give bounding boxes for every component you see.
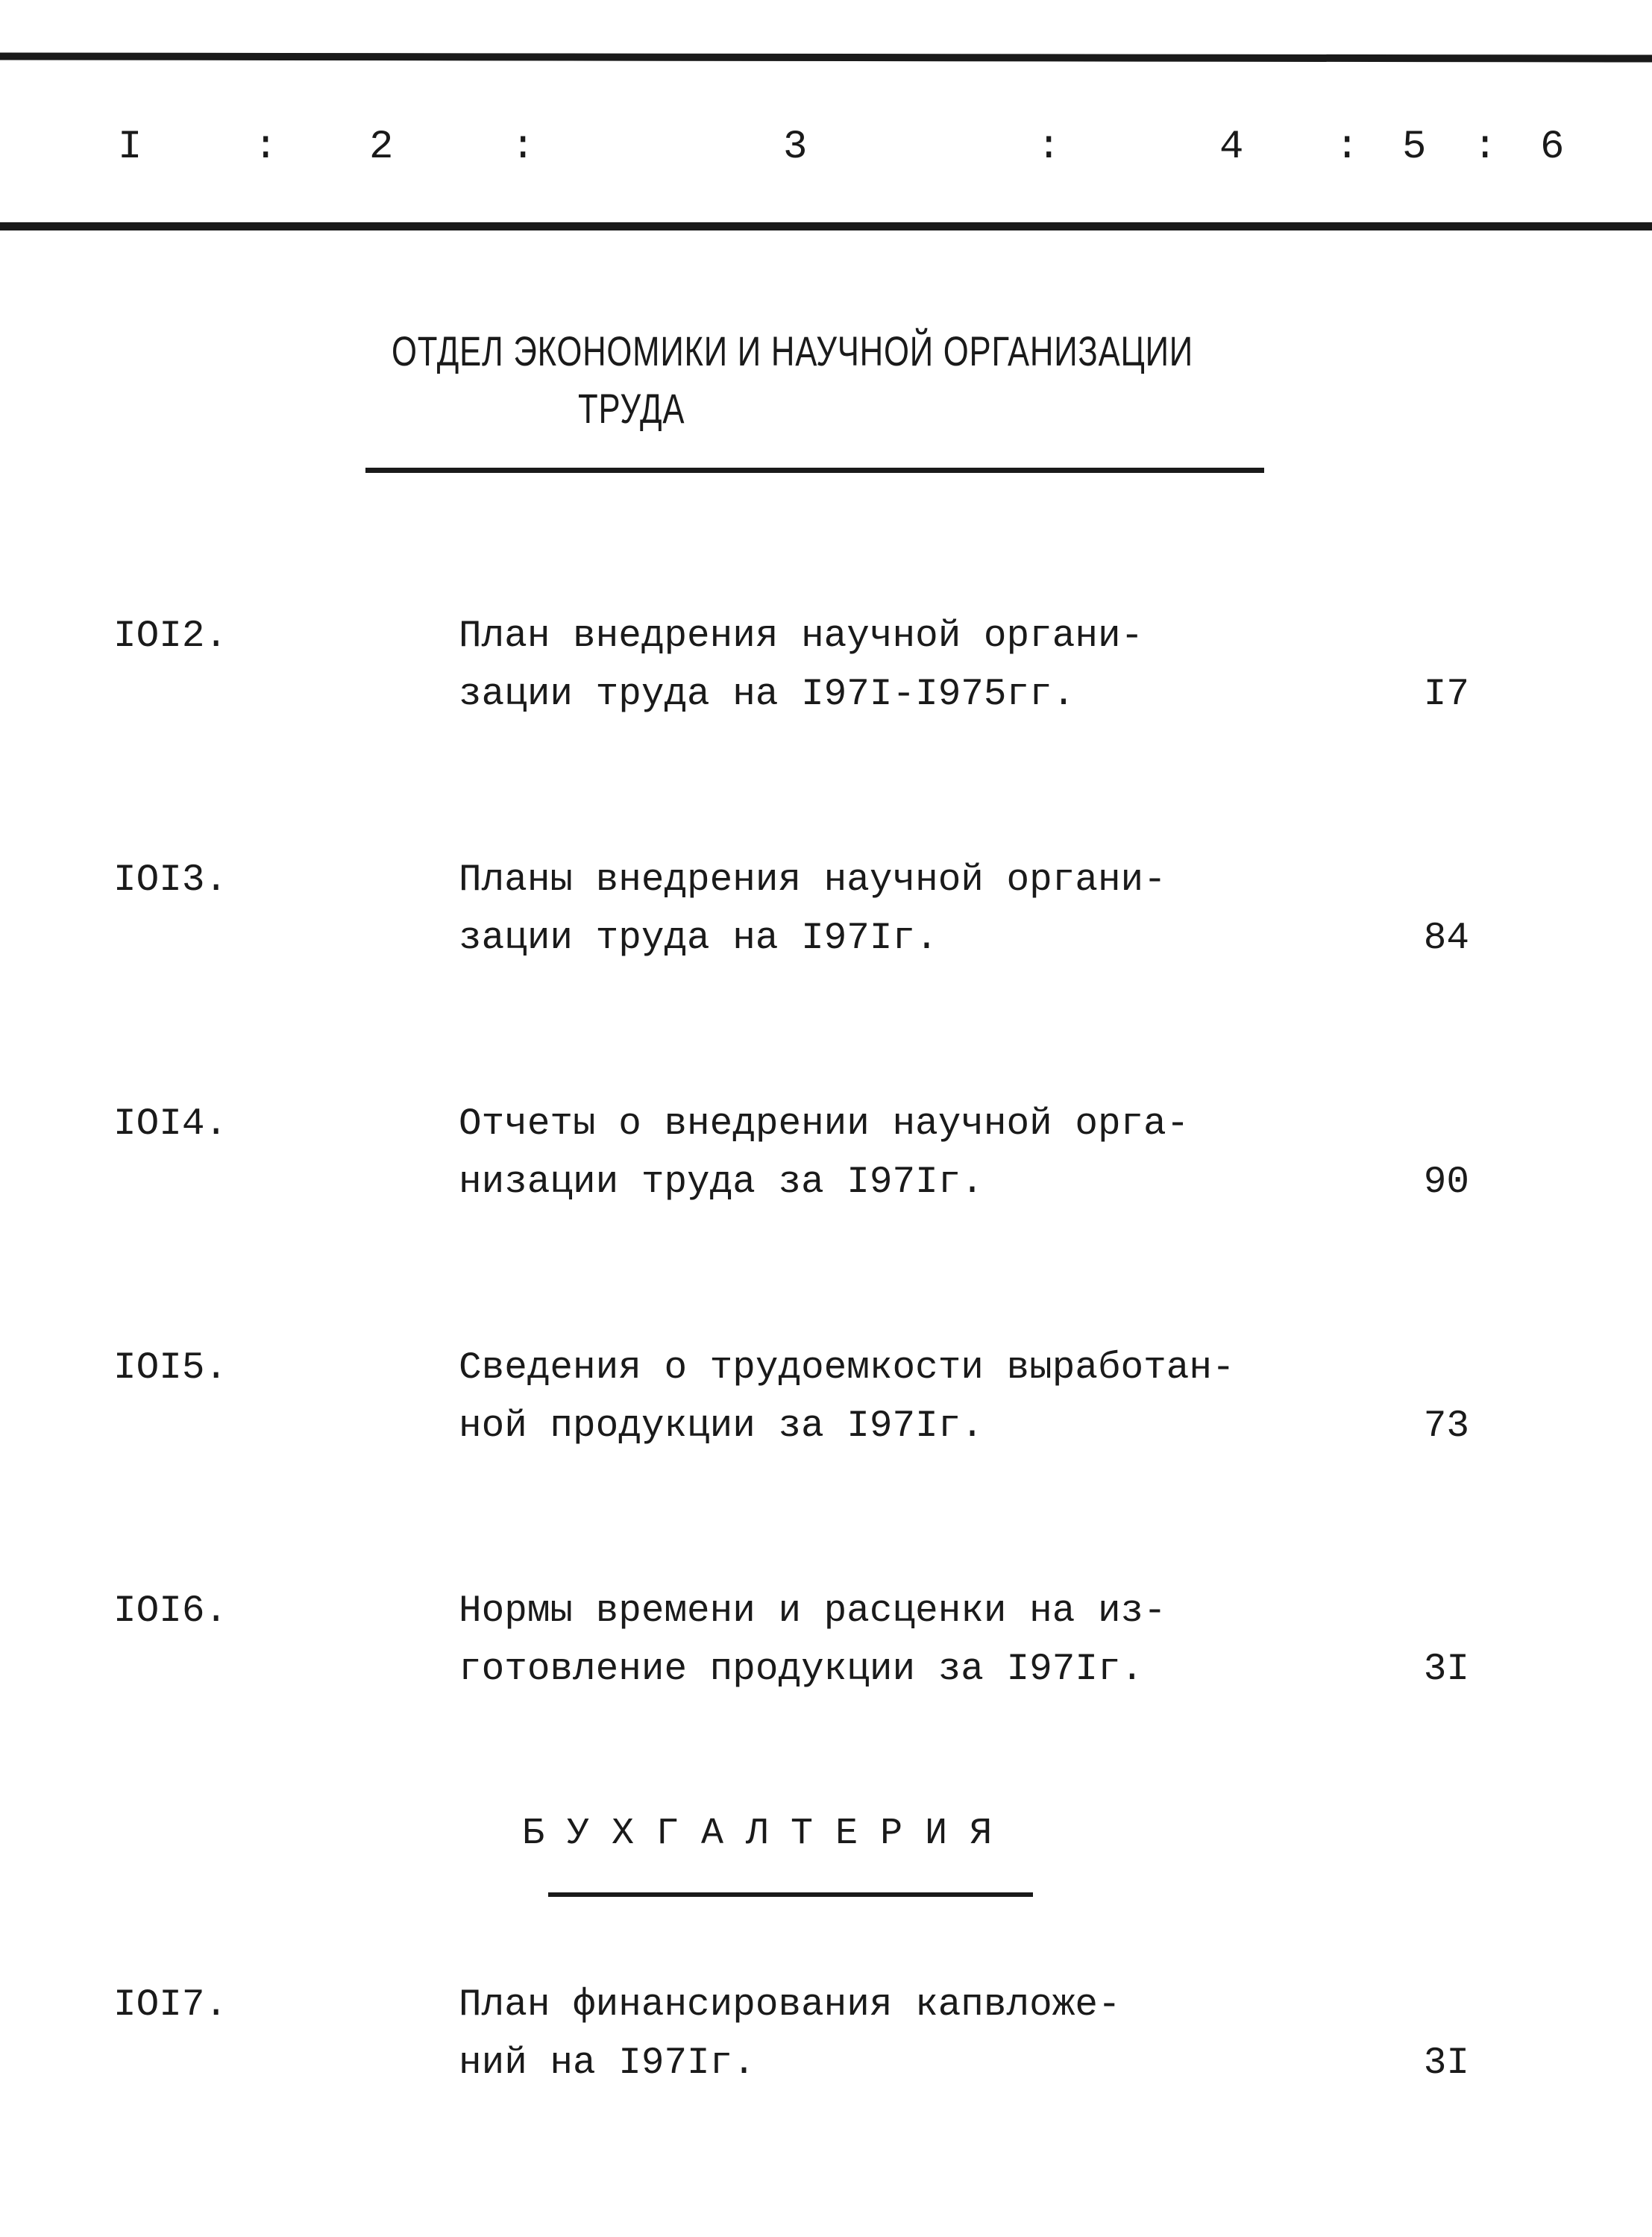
item-page-count: 3I bbox=[1423, 1648, 1469, 1691]
item-page-count: 3I bbox=[1423, 2042, 1469, 2085]
item-title-line: готовление продукции за I97Iг. bbox=[459, 1648, 1144, 1691]
header-bottom-rule bbox=[0, 222, 1652, 230]
item-title-line: ний на I97Iг. bbox=[459, 2042, 756, 2085]
item-number: IOI2. bbox=[113, 615, 228, 658]
item-title-line: зации труда на I97I-I975гг. bbox=[459, 674, 1075, 716]
header-top-rule bbox=[0, 52, 1652, 62]
item-number: IOI3. bbox=[113, 859, 228, 902]
column-5-label: 5 bbox=[1402, 125, 1427, 170]
item-number: IOI7. bbox=[113, 1984, 228, 2027]
column-separator: : bbox=[1335, 125, 1360, 170]
section-underline bbox=[365, 468, 1264, 473]
item-page-count: 73 bbox=[1423, 1405, 1469, 1448]
item-title-line: Планы внедрения научной органи- bbox=[459, 859, 1166, 902]
section-underline bbox=[548, 1892, 1033, 1897]
column-separator: : bbox=[1037, 125, 1061, 170]
item-title-line: План финансирования капвложе- bbox=[459, 1984, 1121, 2027]
item-page-count: 90 bbox=[1423, 1161, 1469, 1204]
column-separator: : bbox=[511, 125, 536, 170]
column-1-label: I bbox=[118, 125, 142, 170]
item-title-line: низации труда за I97Iг. bbox=[459, 1161, 984, 1204]
item-title-line: зации труда на I97Iг. bbox=[459, 917, 938, 960]
section-title-accounting: Б У Х Г А Л Т Е Р И Я bbox=[522, 1813, 993, 1855]
item-title-line: Отчеты о внедрении научной орга- bbox=[459, 1103, 1190, 1146]
column-3-label: 3 bbox=[783, 125, 808, 170]
column-4-label: 4 bbox=[1219, 125, 1244, 170]
column-6-label: 6 bbox=[1540, 125, 1565, 170]
item-page-count: I7 bbox=[1423, 674, 1469, 716]
item-title-line: Сведения о трудоемкости выработан- bbox=[459, 1347, 1235, 1390]
section-title-economics-line-1: ОТДЕЛ ЭКОНОМИКИ И НАУЧНОЙ ОРГАНИЗАЦИИ bbox=[392, 327, 1193, 374]
item-page-count: 84 bbox=[1423, 917, 1469, 960]
item-title-line: План внедрения научной органи- bbox=[459, 615, 1144, 658]
section-title-economics-line-2: ТРУДА bbox=[578, 385, 685, 432]
item-title-line: Нормы времени и расценки на из- bbox=[459, 1590, 1166, 1633]
column-2-label: 2 bbox=[369, 125, 394, 170]
column-separator: : bbox=[254, 125, 278, 170]
item-title-line: ной продукции за I97Iг. bbox=[459, 1405, 984, 1448]
item-number: IOI4. bbox=[113, 1103, 228, 1146]
item-number: IOI5. bbox=[113, 1347, 228, 1390]
item-number: IOI6. bbox=[113, 1590, 228, 1633]
column-separator: : bbox=[1473, 125, 1498, 170]
